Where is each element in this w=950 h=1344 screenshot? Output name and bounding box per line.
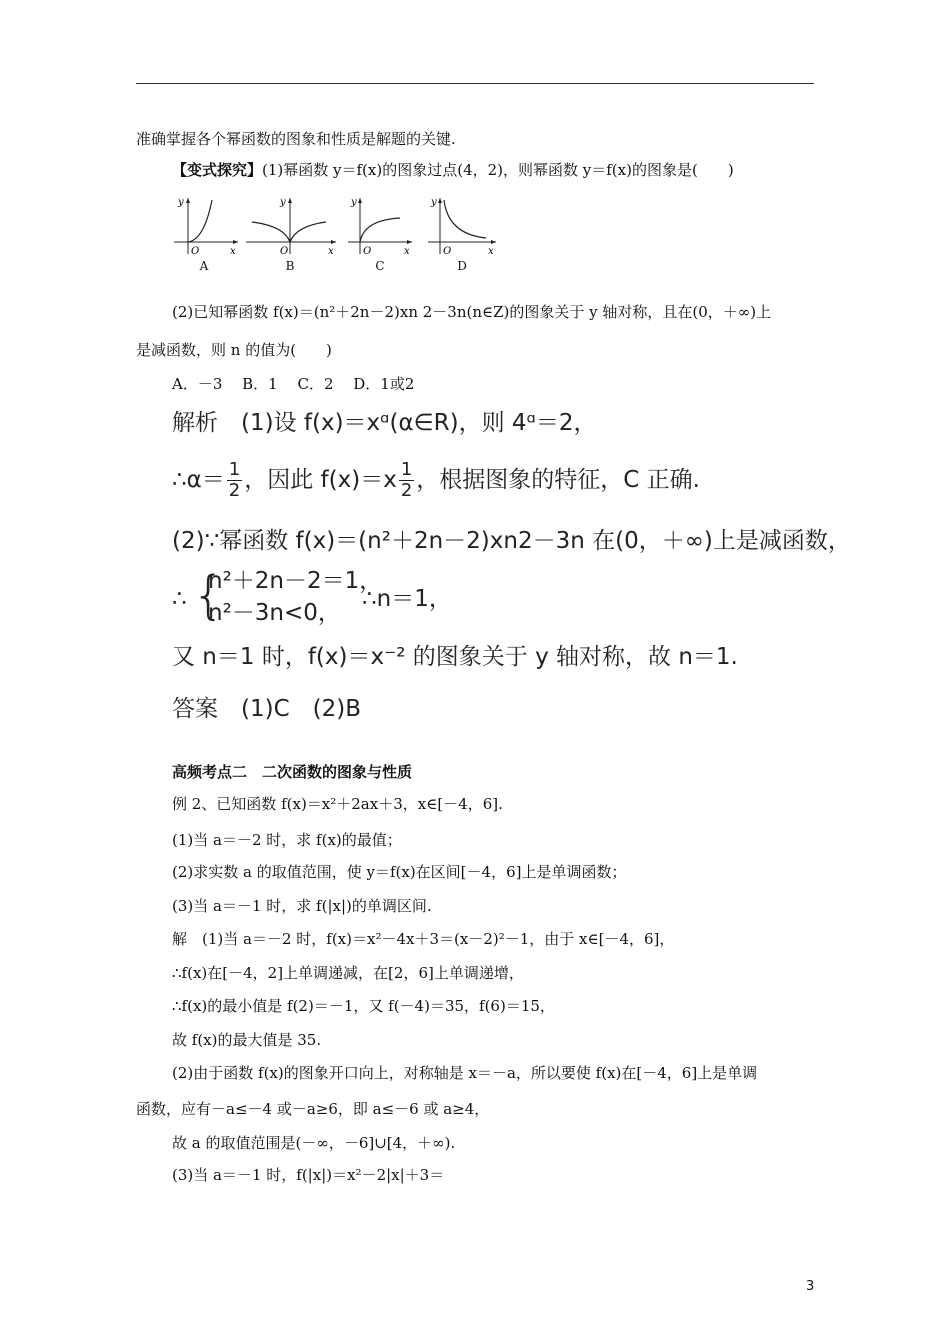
graph-b-y-label: y [280,197,286,208]
alpha-fraction [227,460,242,501]
fraction-numerator: 1 [228,459,241,480]
graph-b-caption: B [285,259,295,273]
solution-line-2b: ，因此 f(x)＝x [244,467,397,493]
exponent-denominator: 2 [400,480,413,501]
example-line: (2)由于函数 f(x)的图象开口向上，对称轴是 x＝－a，所以要使 f(x)在[－4，6]上是单调 [172,1064,758,1082]
system-bottom: n²－3n<0， [208,600,341,626]
system-top: n²＋2n－2＝1， [208,568,383,594]
variant-question-1 [172,160,734,180]
graph-d [426,192,526,280]
header-rule [136,83,814,84]
graph-a-origin: O [191,246,200,257]
exponent-fraction [399,460,414,501]
section-title: 高频考点二 二次函数的图象与性质 [172,763,413,781]
solution-line-1: 解析 (1)设 f(x)＝xᵅ(α∈R)，则 4ᵅ＝2， [172,410,597,436]
example-line: ∴f(x)的最小值是 f(2)＝－1，又 f(－4)＝35，f(6)＝15， [172,997,555,1015]
variant-options: A．－3 B．1 C．2 D．1或2 [172,375,415,393]
solution-line-2a: ∴α＝ [172,467,225,493]
fraction-denominator: 2 [228,480,241,501]
example-line: (2)求实数 a 的取值范围，使 y＝f(x)在区间[－4，6]上是单调函数； [172,863,627,881]
intro-line: 准确掌握各个幂函数的图象和性质是解题的关键. [136,130,456,148]
graph-c-x-label: x [404,246,410,257]
solution-line-3: (2)∵幂函数 f(x)＝(n²＋2n－2)xn2－3n 在(0，＋∞)上是减函数， [172,528,851,554]
solution-answer: 答案 (1)C (2)B [172,696,361,722]
system-brace: { [192,566,226,626]
graph-c-origin: O [363,246,372,257]
graph-d-caption: D [457,259,467,273]
solution-line-2 [172,460,700,506]
system-therefore: ∴ [172,586,187,612]
graph-d-origin: O [443,246,452,257]
example-line: (1)当 a＝－2 时，求 f(x)的最值； [172,831,402,849]
example-line: 例 2、已知函数 f(x)＝x²＋2ax＋3，x∈[－4，6]. [172,795,503,813]
exponent-numerator: 1 [400,459,413,480]
solution-line-5: 又 n＝1 时，f(x)＝x⁻² 的图象关于 y 轴对称，故 n＝1. [172,644,738,670]
graph-b-origin: O [280,246,289,257]
page-number: 3 [806,1279,815,1294]
graph-b-x-label: x [328,246,334,257]
graph-c-y-label: y [351,197,357,208]
graph-b [244,192,344,280]
graph-a-caption: A [199,259,209,273]
example-line: 故 f(x)的最大值是 35. [172,1031,322,1049]
variant-q2-line2: 是减函数，则 n 的值为( ) [136,341,332,359]
variant-tag: 【变式探究】 [172,161,263,179]
example-line: 函数，应有－a≤－4 或－a≥6，即 a≤－6 或 a≥4， [136,1100,490,1118]
solution-line-2c: ，根据图象的特征，C 正确. [416,467,700,493]
graph-a-x-label: x [230,246,236,257]
system-result: ∴n＝1， [362,586,452,612]
example-line: 解 (1)当 a＝－2 时，f(x)＝x²－4x＋3＝(x－2)²－1，由于 x∈[－4，6]， [172,930,675,948]
example-line: ∴f(x)在[－4，2]上单调递减，在[2，6]上单调递增， [172,964,524,982]
graph-a-y-label: y [178,197,184,208]
graph-c-caption: C [375,259,385,273]
graph-d-y-label: y [431,197,437,208]
graph-d-x-label: x [488,246,494,257]
example-line: 故 a 的取值范围是(－∞，－6]∪[4，＋∞). [172,1134,456,1152]
example-line: (3)当 a＝－1 时，f(|x|)＝x²－2|x|＋3＝ [172,1166,445,1184]
variant-q1-text: (1)幂函数 y＝f(x)的图象过点(4，2)，则幂函数 y＝f(x)的图象是( ) [262,161,734,179]
variant-q2-line1: (2)已知幂函数 f(x)＝(n²＋2n－2)xn 2－3n(n∈Z)的图象关于 y 轴对称，且在(0，＋∞)上 [172,303,772,321]
example-line: (3)当 a＝－1 时，求 f(|x|)的单调区间. [172,897,432,915]
